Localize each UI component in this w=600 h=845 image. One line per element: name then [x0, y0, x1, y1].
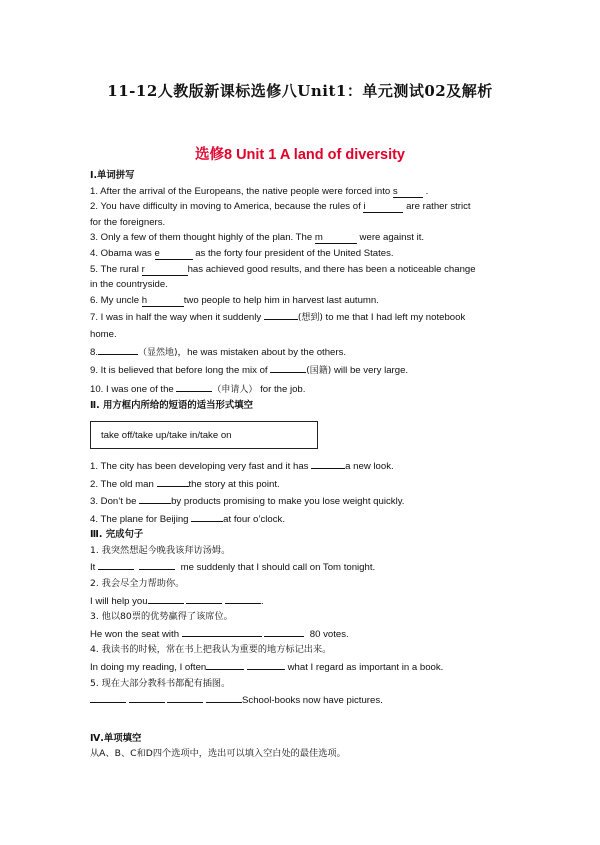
answer-blank[interactable] — [90, 691, 126, 703]
answer-blank[interactable]: e — [155, 248, 193, 260]
question-2-4: 4. The plane for Beijing at four o’clock. — [90, 510, 530, 528]
question-1-8: 8. （显然地)，he was mistaken about by the others. — [90, 343, 530, 362]
answer-blank[interactable] — [264, 625, 304, 637]
answer-blank[interactable] — [311, 457, 345, 469]
section-heading: Ⅲ. 完成句子 — [90, 529, 144, 541]
answer-blank[interactable] — [206, 658, 244, 670]
answer-blank[interactable] — [182, 625, 262, 637]
answer-blank[interactable] — [98, 343, 138, 355]
question-3-1-english: It me suddenly that I should call on Tom tonight. — [90, 558, 530, 576]
section-heading: Ⅱ. 用方框内所给的短语的适当形式填空 — [90, 400, 254, 412]
question-1-6: 6. My uncle h two people to help him in harvest last autumn. — [90, 294, 379, 306]
unit-title: 选修8 Unit 1 A land of diversity — [194, 147, 406, 163]
question-1-5: 5. The rural r has achieved good results, and there has been a noticeable change — [90, 263, 476, 275]
answer-blank[interactable]: r — [142, 264, 188, 276]
question-1-10: 10. I was one of the （申请人） for the job. — [90, 380, 530, 399]
question-3-4-chinese: 4. 我读书的时候，常在书上把我认为重要的地方标记出来。 — [90, 644, 332, 656]
section-heading: Ⅳ.单项填空 — [90, 732, 142, 744]
worksheet-content — [90, 168, 530, 762]
answer-blank[interactable] — [176, 380, 212, 392]
question-3-3-chinese: 3. 他以80票的优势赢得了该席位。 — [90, 611, 233, 623]
question-1-9: 9. It is believed that before long the mix of (国籍) will be very large. — [90, 361, 530, 380]
answer-blank[interactable] — [139, 558, 175, 570]
answer-blank[interactable]: m — [315, 232, 357, 244]
question-1-3: 3. Only a few of them thought highly of the plan. The m were against it. — [90, 232, 425, 244]
answer-blank[interactable] — [157, 475, 189, 487]
question-1-4: 4. Obama was e as the forty four president of the United States. — [90, 247, 394, 259]
question-2-2: 2. The old man the story at this point. — [90, 475, 530, 493]
question-1-1: 1. After the arrival of the Europeans, the native people were forced into s . — [90, 185, 429, 197]
question-1-5-continued: in the countryside. — [90, 279, 168, 291]
answer-blank[interactable] — [186, 592, 222, 604]
answer-blank[interactable] — [191, 510, 223, 522]
answer-blank[interactable] — [270, 361, 306, 373]
answer-blank[interactable]: h — [142, 295, 184, 307]
question-3-5-chinese: 5. 现在大部分教科书都配有插图。 — [90, 677, 231, 689]
question-3-2-english: I will help you . — [90, 592, 530, 610]
question-1-7: 7. I was in half the way when it suddenly (想到) to me that I had left my notebook — [90, 308, 530, 327]
section-instructions: 从A、B、C和D四个选项中，选出可以填入空白处的最佳选项。 — [90, 748, 346, 760]
answer-blank[interactable] — [98, 558, 134, 570]
question-1-7-continued: home. — [90, 328, 117, 340]
document-title: 11-12人教版新课标选修八Unit1：单元测试02及解析 — [107, 82, 493, 100]
question-3-4-english: In doing my reading, I often what I regard as important in a book. — [90, 658, 530, 676]
question-3-1-chinese: 1. 我突然想起今晚我该拜访汤姆。 — [90, 544, 231, 556]
question-2-1: 1. The city has been developing very fast and it has a new look. — [90, 457, 530, 475]
answer-blank[interactable]: s — [393, 186, 423, 198]
answer-blank[interactable] — [129, 691, 165, 703]
answer-blank[interactable] — [247, 658, 285, 670]
question-3-5-english: School-books now have pictures. — [90, 691, 530, 709]
question-1-2-continued: for the foreigners. — [90, 216, 166, 228]
section-heading: Ⅰ.单词拼写 — [90, 170, 135, 181]
answer-blank[interactable] — [139, 492, 171, 504]
phrase-box: take off/take up/take in/take on — [90, 421, 318, 449]
question-3-3-english: He won the seat with 80 votes. — [90, 625, 530, 643]
answer-blank[interactable]: i — [363, 201, 403, 213]
answer-blank[interactable] — [167, 691, 203, 703]
answer-blank[interactable] — [206, 691, 242, 703]
question-2-3: 3. Don’t be by products promising to make you lose weight quickly. — [90, 492, 530, 510]
question-1-2: 2. You have difficulty in moving to America, because the rules of i are rather strict — [90, 201, 471, 213]
answer-blank[interactable] — [225, 592, 261, 604]
answer-blank[interactable] — [148, 592, 184, 604]
question-3-2-chinese: 2. 我会尽全力帮助你。 — [90, 578, 185, 590]
answer-blank[interactable] — [264, 308, 298, 320]
